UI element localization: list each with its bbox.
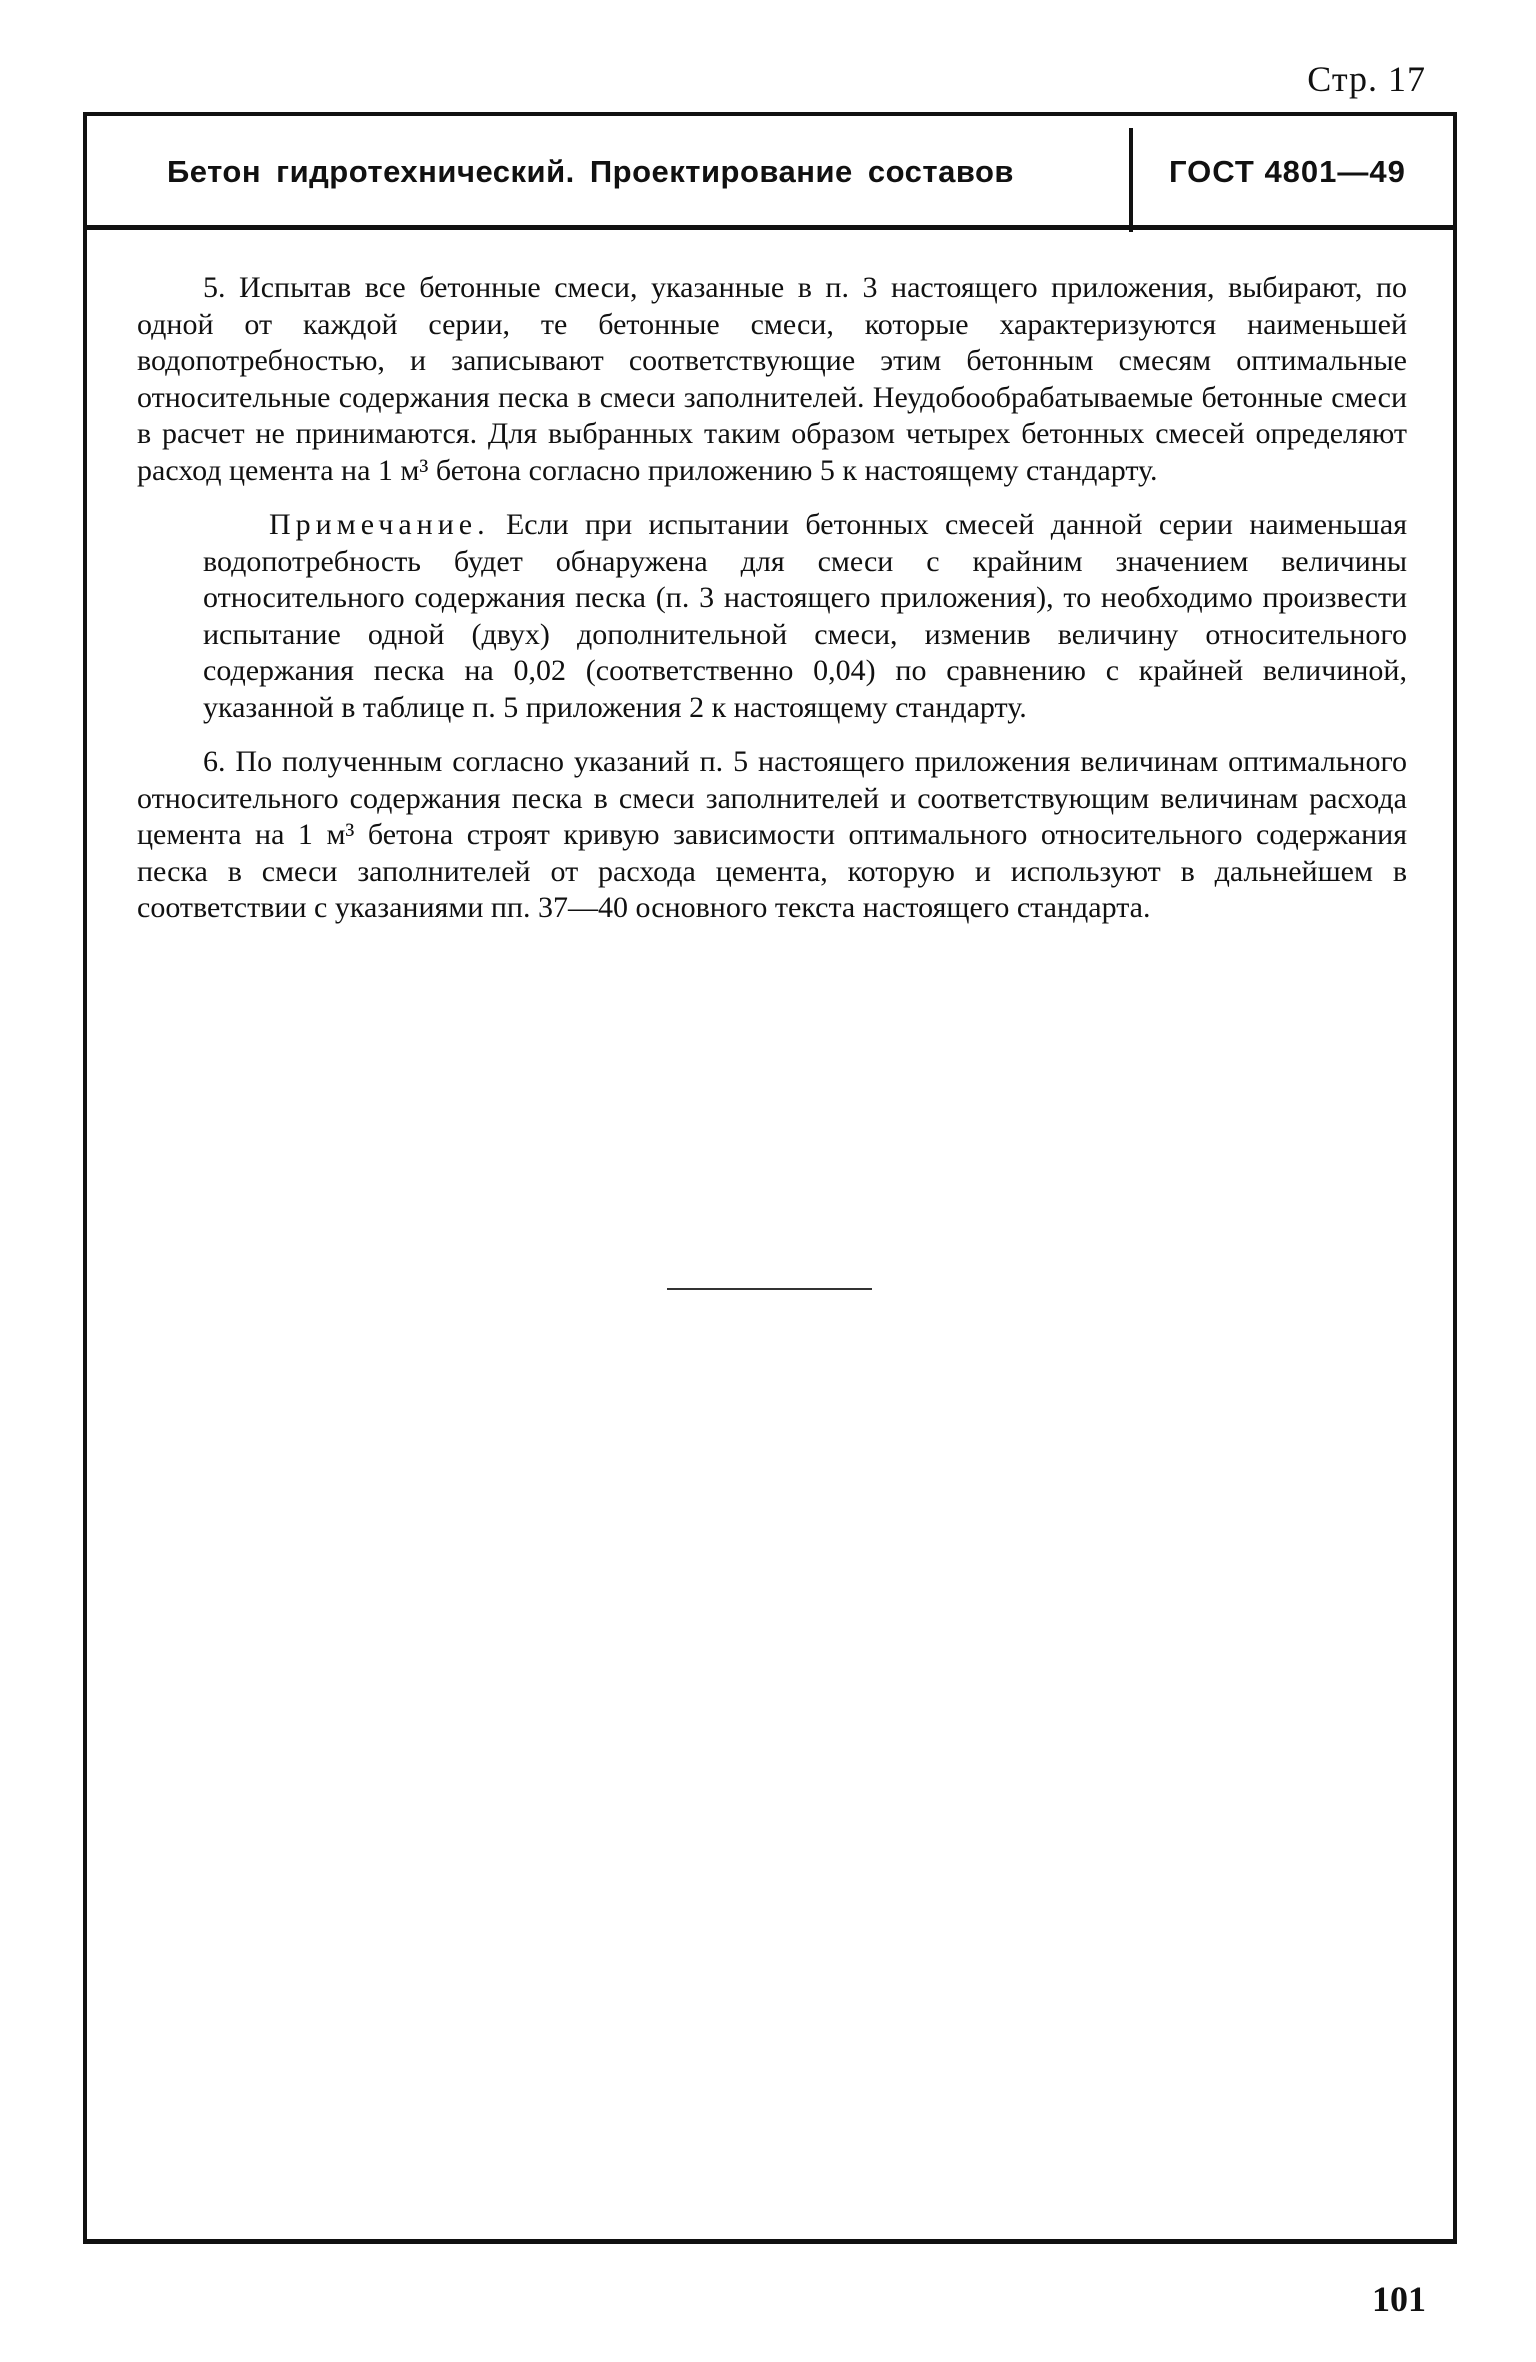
document-body xyxy=(137,270,1407,927)
header-divider xyxy=(1129,128,1133,232)
note-text: Если при испытании бетонных смесей данной серии наименьшая водопотребность будет обнаружена для смеси с крайним значением величины относительного содержания песка (п. 3 настоящего приложения), то необходимо произвести испытание одной (двух) дополнительной смеси, изменив величину относительного содержания песка на 0,02 (соответственно 0,04) по сравнению с крайней величиной, указанной в таблице п. 5 приложения 2 к настоящему стандарту. xyxy=(203,508,1407,724)
paragraph-6: 6. По полученным согласно указаний п. 5 настоящего приложения величинам оптимального относительного содержания песка в смеси заполнителей и соответствующим величинам расхода цемента на 1 м³ бетона строят кривую зависимости оптимального относительного содержания песка в смеси заполнителей от расхода цемента, которую и используют в дальнейшем в соответствии с указаниями пп. 37—40 основного текста настоящего стандарта. xyxy=(137,745,1407,924)
document-header xyxy=(87,116,1453,230)
note xyxy=(203,507,1407,726)
end-rule xyxy=(667,1288,872,1290)
page-number: 101 xyxy=(1372,2279,1426,2319)
standard-code: ГОСТ 4801—49 xyxy=(1169,154,1406,189)
note-label: Примечание. xyxy=(269,508,490,541)
paragraph-5: 5. Испытав все бетонные смеси, указанные в п. 3 настоящего приложения, выбирают, по одной от каждой серии, те бетонные смеси, которые характеризуются наименьшей водопотребностью, и записывают соответствующие этим бетонным смесям оптимальные относительные содержания песка в смеси заполнителей. Неудобообрабатываемые бетонные смеси в расчет не принимаются. Для выбранных таким образом четырех бетонных смесей определяют расход цемента на 1 м³ бетона согласно приложению 5 к настоящему стандарту. xyxy=(137,271,1407,487)
page-label: Стр. 17 xyxy=(1307,59,1426,99)
document-title: Бетон гидротехнический. Проектирование составов xyxy=(167,154,1014,189)
